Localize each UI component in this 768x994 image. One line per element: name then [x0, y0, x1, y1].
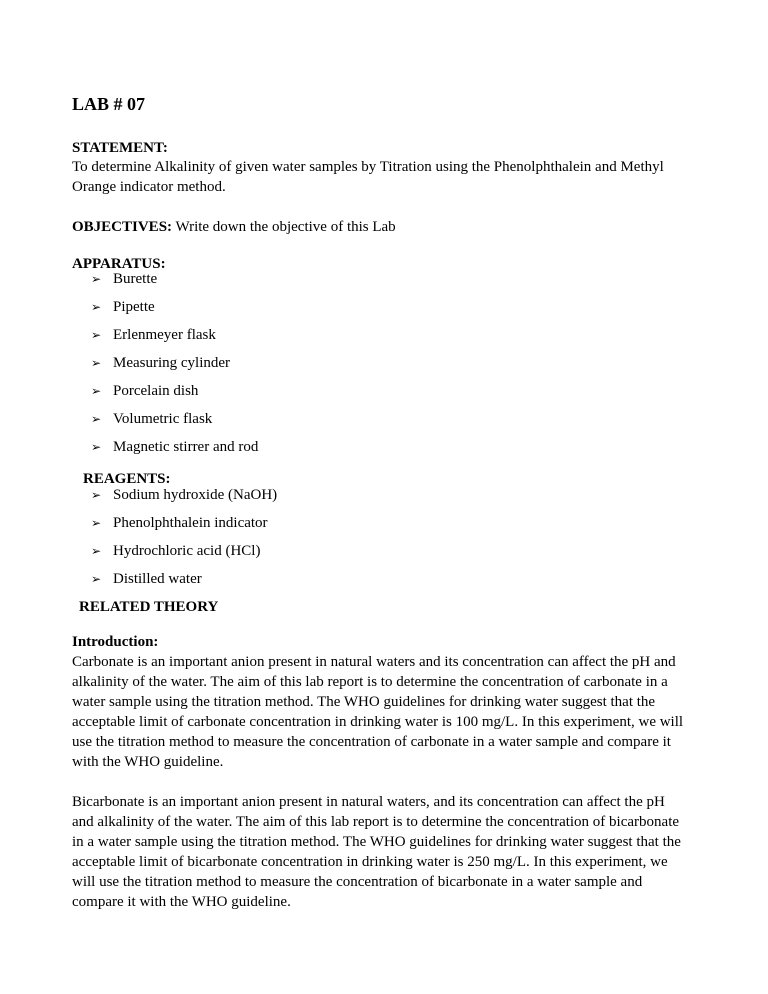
list-item-label: Sodium hydroxide (NaOH): [113, 487, 278, 503]
statement-line: Orange indicator method.: [72, 179, 226, 195]
lab-title: LAB # 07: [72, 94, 146, 114]
paragraph-line: will use the titration method to measure the concentration of bicarbonate in a water sample and: [72, 874, 643, 890]
list-item: [91, 514, 268, 533]
arrow-bullet-icon: ➢: [91, 356, 102, 370]
list-item: [91, 486, 277, 505]
arrow-bullet-icon: ➢: [91, 544, 102, 558]
apparatus-heading: APPARATUS:: [72, 256, 166, 272]
list-item-label: Pipette: [113, 299, 155, 315]
list-item-label: Measuring cylinder: [113, 355, 231, 371]
statement-heading: STATEMENT:: [72, 140, 168, 156]
objectives-heading: OBJECTIVES:: [72, 219, 173, 235]
list-item: [91, 326, 216, 345]
paragraph-line: acceptable limit of carbonate concentration in drinking water is 100 mg/L. In this experiment, we will: [72, 714, 684, 730]
paragraph-line: Carbonate is an important anion present in natural waters and its concentration can affect the pH and: [72, 654, 676, 670]
objectives-block: [72, 218, 396, 237]
reagents-heading: REAGENTS:: [83, 471, 171, 487]
paragraph-line: alkalinity of the water. The aim of this lab report is to determine the concentration of carbonate in a: [72, 674, 668, 690]
list-item: [91, 542, 260, 561]
list-item: [91, 298, 155, 317]
list-item: [91, 438, 258, 457]
arrow-bullet-icon: ➢: [91, 272, 102, 286]
list-item: [91, 570, 202, 589]
arrow-bullet-icon: ➢: [91, 412, 102, 426]
arrow-bullet-icon: ➢: [91, 488, 102, 502]
list-item: [91, 354, 230, 373]
carbonate-paragraph: [72, 652, 683, 772]
arrow-bullet-icon: ➢: [91, 440, 102, 454]
list-item-label: Phenolphthalein indicator: [113, 515, 268, 531]
related-theory-heading: RELATED THEORY: [79, 599, 219, 615]
list-item-label: Hydrochloric acid (HCl): [113, 543, 261, 559]
arrow-bullet-icon: ➢: [91, 384, 102, 398]
arrow-bullet-icon: ➢: [91, 300, 102, 314]
paragraph-line: acceptable limit of bicarbonate concentration in drinking water is 250 mg/L. In this experiment, we: [72, 854, 668, 870]
list-item: [91, 382, 198, 401]
paragraph-line: compare it with the WHO guideline.: [72, 894, 291, 910]
list-item-label: Volumetric flask: [113, 411, 213, 427]
paragraph-line: with the WHO guideline.: [72, 754, 224, 770]
paragraph-line: and alkalinity of the water. The aim of this lab report is to determine the concentration of bicarbonate: [72, 814, 680, 830]
list-item: [91, 410, 212, 429]
objectives-text: Write down the objective of this Lab: [175, 219, 396, 235]
list-item-label: Burette: [113, 271, 158, 287]
list-item-label: Magnetic stirrer and rod: [113, 439, 259, 455]
arrow-bullet-icon: ➢: [91, 516, 102, 530]
paragraph-line: Bicarbonate is an important anion present in natural waters, and its concentration can affect the pH: [72, 794, 665, 810]
list-item-label: Porcelain dish: [113, 383, 199, 399]
introduction-heading: Introduction:: [72, 634, 159, 650]
arrow-bullet-icon: ➢: [91, 572, 102, 586]
paragraph-line: in a water sample using the titration method. The WHO guidelines for drinking water suggest that the: [72, 834, 681, 850]
paragraph-line: water sample using the titration method. The WHO guidelines for drinking water suggest that the: [72, 694, 656, 710]
list-item-label: Distilled water: [113, 571, 202, 587]
statement-line: To determine Alkalinity of given water samples by Titration using the Phenolphthalein and Methyl: [72, 159, 664, 175]
list-item: [91, 270, 157, 289]
arrow-bullet-icon: ➢: [91, 328, 102, 342]
bicarbonate-paragraph: [72, 792, 681, 912]
paragraph-line: use the titration method to measure the concentration of carbonate in a water sample and compare it: [72, 734, 671, 750]
list-item-label: Erlenmeyer flask: [113, 327, 216, 343]
